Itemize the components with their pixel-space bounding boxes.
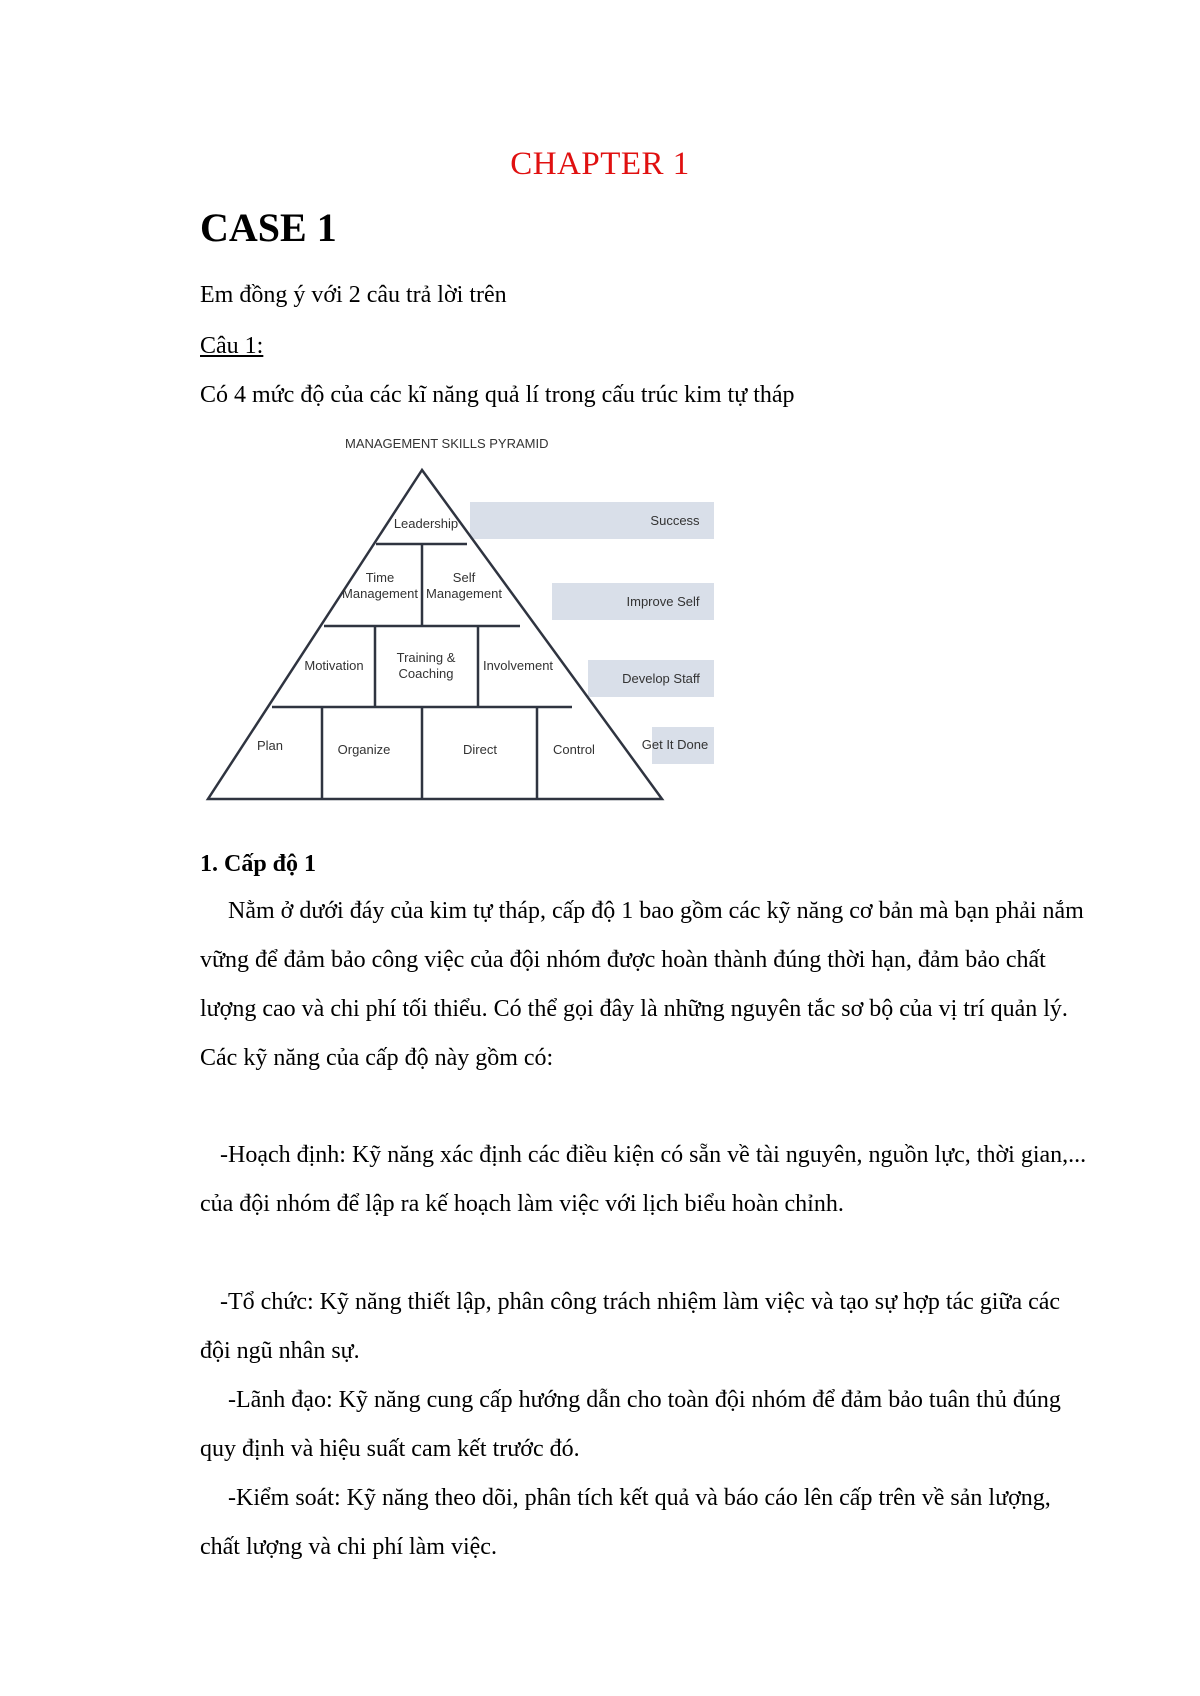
section-paragraph: Nằm ở dưới đáy của kim tự tháp, cấp độ 1 bao gồm các kỹ năng cơ bản mà bạn phải nắm vững để đảm bảo công việc của đội nhóm được hoàn thành đúng thời hạn, đảm bảo chất lượng cao và chi phí tối thiểu. Có thể gọi đây là những nguyên tắc sơ bộ của vị trí quản lý. Các kỹ năng của cấp độ này gồm có: xyxy=(200,898,1084,1071)
intro-line: Có 4 mức độ của các kĩ năng quả lí trong cấu trúc kim tự tháp xyxy=(200,382,795,408)
label-self-line1: Self xyxy=(452,570,476,585)
item-kiem-soat: -Kiểm soát: Kỹ năng theo dõi, phân tích kết quả và báo cáo lên cấp trên về sản lượng, chất lượng và chi phí làm việc. xyxy=(200,1485,1051,1560)
item-hoach-dinh: -Hoạch định: Kỹ năng xác định các điều kiện có sẵn về tài nguyên, nguồn lực, thời gian,... của đội nhóm để lập ra kế hoạch làm việc với lịch biểu hoàn chỉnh. xyxy=(200,1142,1087,1217)
section-heading: 1. Cấp độ 1 xyxy=(200,851,317,877)
outcome-improve-self: Improve Self xyxy=(626,594,700,609)
outcome-get-it-done: Get It Done xyxy=(641,737,709,752)
label-time-line1: Time xyxy=(365,570,395,585)
label-plan: Plan xyxy=(256,738,284,753)
chapter-title: CHAPTER 1 xyxy=(510,146,690,182)
label-training-line1: Training & xyxy=(396,650,456,665)
diagram-title: MANAGEMENT SKILLS PYRAMID xyxy=(345,436,549,451)
label-control: Control xyxy=(553,742,595,757)
label-motivation: Motivation xyxy=(304,658,364,673)
label-self-line2: Management xyxy=(426,586,502,601)
label-organize: Organize xyxy=(337,742,391,757)
label-direct: Direct xyxy=(463,742,497,757)
label-time-line2: Management xyxy=(342,586,418,601)
case-title: CASE 1 xyxy=(200,205,337,250)
label-training-line2: Coaching xyxy=(398,666,454,681)
outcome-develop-staff: Develop Staff xyxy=(622,671,700,686)
agree-line: Em đồng ý với 2 câu trả lời trên xyxy=(200,282,507,308)
item-lanh-dao: -Lãnh đạo: Kỹ năng cung cấp hướng dẫn cho toàn đội nhóm để đảm bảo tuân thủ đúng quy định và hiệu suất cam kết trước đó. xyxy=(200,1387,1061,1462)
item-to-chuc: -Tổ chức: Kỹ năng thiết lập, phân công trách nhiệm làm việc và tạo sự hợp tác giữa các đội ngũ nhân sự. xyxy=(200,1289,1061,1364)
label-involvement: Involvement xyxy=(482,658,554,673)
outcome-success: Success xyxy=(650,513,700,528)
management-skills-pyramid xyxy=(200,430,720,810)
question-label: Câu 1: xyxy=(200,333,264,359)
label-leadership: Leadership xyxy=(393,516,459,531)
